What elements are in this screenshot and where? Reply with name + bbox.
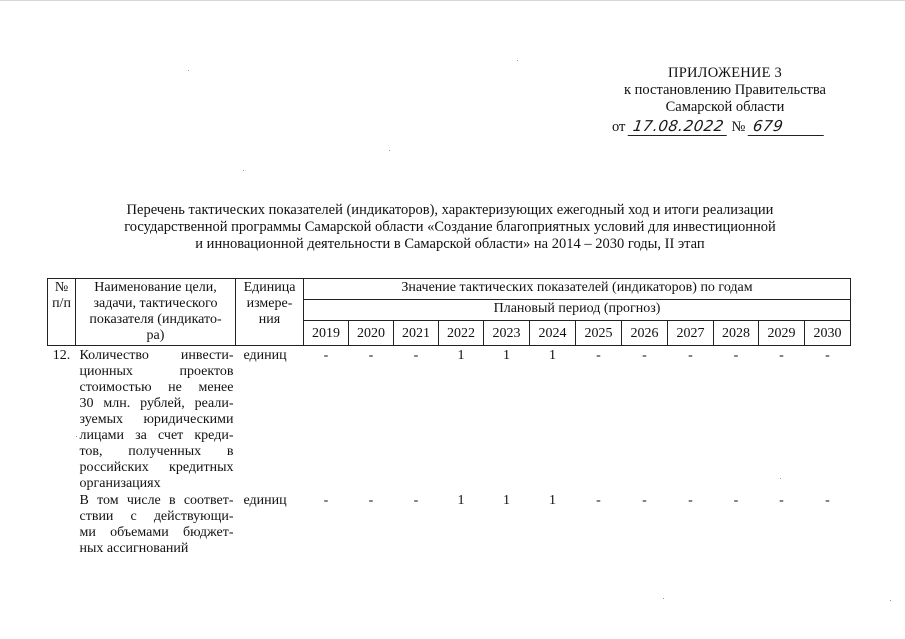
value-cell: - bbox=[779, 493, 784, 508]
appendix-line-3: Самарской области bbox=[665, 99, 785, 115]
scan-speck bbox=[517, 60, 518, 61]
value-cell: - bbox=[323, 348, 329, 363]
indicator-name-line: ционных проектов bbox=[79, 364, 234, 379]
indicator-name bbox=[76, 493, 236, 558]
indicator-name-line: 30 млн. рублей, реали- bbox=[79, 396, 234, 411]
indicator-name-line: зуемых юридическими bbox=[79, 412, 234, 427]
header-year: 2027 bbox=[668, 320, 714, 345]
value-cell: 1 bbox=[549, 493, 556, 508]
indicator-name bbox=[76, 346, 236, 494]
document-title-line-3: и инновационной деятельности в Самарской области» на 2014 – 2030 годы, II этап bbox=[195, 236, 705, 252]
value-cell: - bbox=[688, 493, 693, 508]
appendix-line-2: к постановлению Правительства bbox=[624, 82, 826, 98]
indicator-name-line: стоимостью не менее bbox=[79, 380, 234, 395]
header-unit-line-2: измере- bbox=[246, 296, 293, 311]
table-row bbox=[48, 493, 851, 558]
header-year: 2019 bbox=[304, 320, 349, 345]
appendix-header bbox=[600, 65, 850, 116]
value-cell: - bbox=[733, 348, 739, 363]
value-cell: - bbox=[733, 493, 739, 508]
header-period-group: Плановый период (прогноз) bbox=[304, 299, 851, 320]
number-label: № bbox=[731, 119, 746, 135]
header-num bbox=[48, 279, 76, 346]
document-title-line-2: государственной программы Самарской области «Создание благоприятных условий для инвестиционной bbox=[124, 219, 776, 235]
indicator-name-line: ми объемами бюджет- bbox=[79, 525, 234, 540]
appendix-title: ПРИЛОЖЕНИЕ 3 bbox=[668, 65, 782, 81]
row-number bbox=[48, 493, 76, 558]
header-name-line-3: показателя (индикато- bbox=[89, 312, 222, 327]
header-values-group: Значение тактических показателей (индикаторов) по годам bbox=[304, 279, 851, 300]
indicator-name-line: ных ассигнований bbox=[79, 541, 189, 556]
scan-speck bbox=[76, 436, 77, 437]
scan-speck bbox=[780, 478, 781, 479]
value-cell: - bbox=[642, 348, 647, 363]
header-unit bbox=[236, 279, 304, 346]
unit-cell: единиц bbox=[243, 348, 287, 363]
scan-speck bbox=[243, 170, 244, 171]
value-cell: - bbox=[368, 493, 374, 508]
value-cell: - bbox=[596, 493, 601, 508]
handwritten-date: 17.08.2022 bbox=[628, 117, 730, 136]
value-cell: - bbox=[596, 348, 601, 363]
indicator-name-line: российских кредитных bbox=[79, 460, 234, 475]
value-cell: - bbox=[825, 493, 830, 508]
indicator-name-line: Количество инвести- bbox=[79, 348, 234, 363]
document-title bbox=[90, 202, 810, 253]
scan-speck bbox=[663, 598, 664, 599]
header-year: 2028 bbox=[714, 320, 759, 345]
header-unit-line-3: ния bbox=[258, 312, 281, 327]
indicator-name-line: лицами за счет креди- bbox=[79, 428, 234, 443]
value-cell: - bbox=[413, 493, 419, 508]
value-cell: 1 bbox=[549, 348, 556, 363]
header-name bbox=[76, 279, 236, 346]
header-name-line-2: задачи, тактического bbox=[93, 296, 218, 311]
row-number: 12. bbox=[52, 348, 71, 363]
value-cell: 1 bbox=[457, 493, 465, 508]
header-num-line-2: п/п bbox=[52, 296, 71, 311]
scan-top-edge bbox=[0, 0, 905, 1]
value-cell: - bbox=[688, 348, 693, 363]
scan-speck bbox=[389, 150, 390, 151]
value-cell: 1 bbox=[457, 348, 465, 363]
value-cell: - bbox=[642, 493, 647, 508]
value-cell: 1 bbox=[503, 348, 510, 363]
header-year: 2030 bbox=[805, 320, 851, 345]
indicator-name-line: тов, полученных в bbox=[79, 444, 234, 459]
header-year: 2020 bbox=[349, 320, 394, 345]
unit-cell: единиц bbox=[243, 493, 287, 508]
header-year: 2024 bbox=[530, 320, 576, 345]
header-name-line-1: Наименование цели, bbox=[94, 280, 217, 295]
header-year: 2026 bbox=[622, 320, 668, 345]
header-unit-line-1: Единица bbox=[243, 280, 296, 295]
value-cell: 1 bbox=[503, 493, 510, 508]
indicators-table bbox=[47, 278, 851, 558]
value-cell: - bbox=[825, 348, 830, 363]
header-year: 2023 bbox=[484, 320, 530, 345]
from-label: от bbox=[612, 119, 626, 135]
scan-speck bbox=[188, 70, 189, 71]
indicator-name-line: ствии с действующи- bbox=[79, 509, 234, 524]
table-row bbox=[48, 346, 851, 494]
header-name-line-4: ра) bbox=[146, 328, 165, 343]
value-cell: - bbox=[368, 348, 374, 363]
scan-speck bbox=[890, 600, 891, 601]
handwritten-number: 679 bbox=[748, 117, 827, 136]
indicator-name-line: В том числе в соответ- bbox=[79, 493, 234, 508]
header-num-line-1: № bbox=[54, 280, 69, 295]
indicator-name-line: организациях bbox=[79, 476, 161, 491]
header-year: 2025 bbox=[576, 320, 622, 345]
value-cell: - bbox=[779, 348, 784, 363]
value-cell: - bbox=[323, 493, 329, 508]
header-year: 2021 bbox=[394, 320, 439, 345]
header-year: 2029 bbox=[759, 320, 805, 345]
document-title-line-1: Перечень тактических показателей (индикаторов), характеризующих ежегодный ход и итоги реализации bbox=[126, 202, 774, 218]
header-year: 2022 bbox=[439, 320, 484, 345]
decree-date-number bbox=[612, 117, 825, 136]
value-cell: - bbox=[413, 348, 419, 363]
